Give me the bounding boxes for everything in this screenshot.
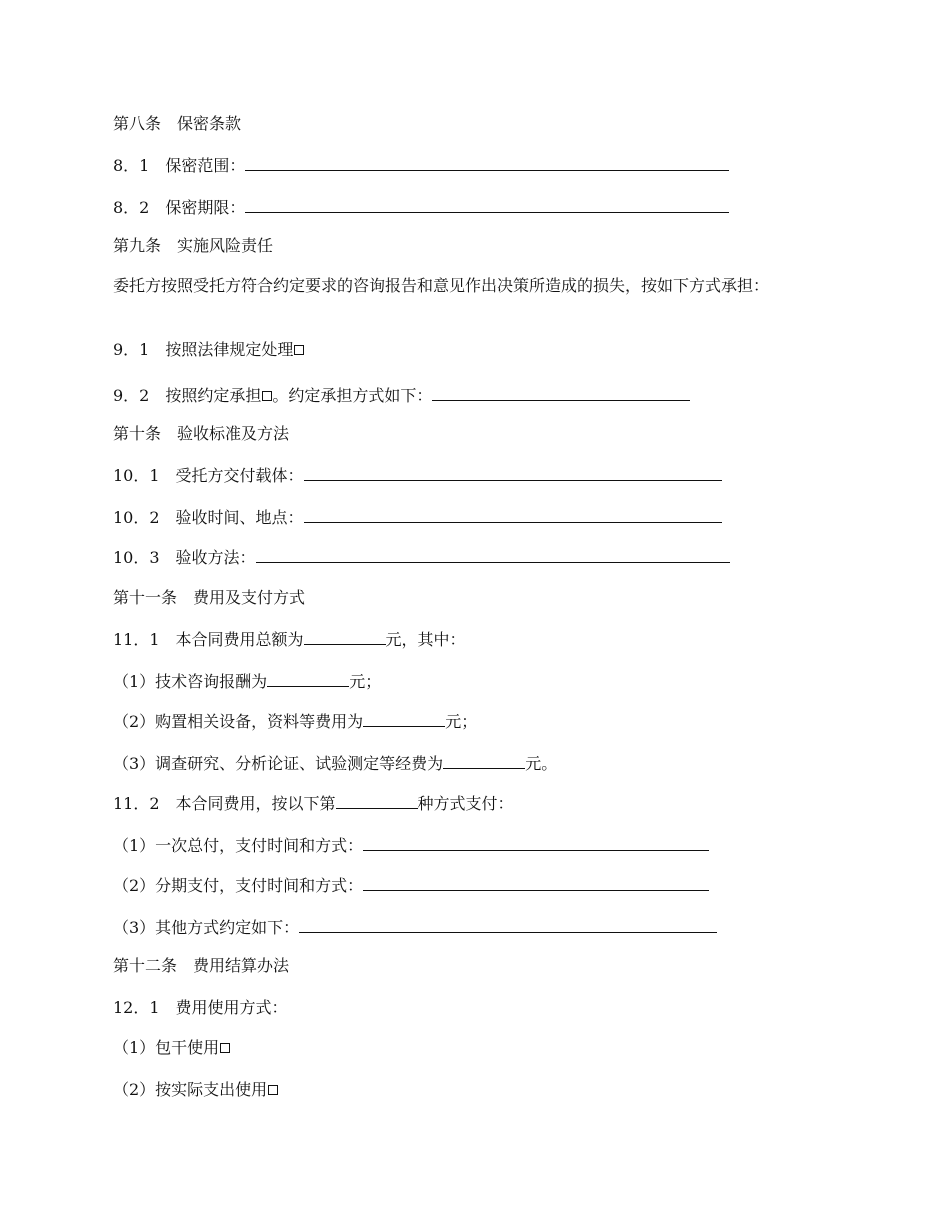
law-handling-checkbox[interactable] — [294, 345, 304, 355]
clause-11-1-pre: 11．1 本合同费用总额为 — [113, 630, 304, 649]
payment-option-3 — [113, 915, 717, 939]
total-fee-blank[interactable] — [304, 627, 386, 645]
payment-option-1 — [113, 833, 709, 857]
clause-10-1-label: 10．1 受托方交付载体： — [113, 466, 304, 485]
payment-option-3-label: （3）其他方式约定如下： — [113, 918, 300, 937]
clause-11-1-post: 元，其中： — [385, 630, 466, 649]
article-12-heading: 第十二条 费用结算办法 — [113, 956, 290, 975]
clause-12-1: 12．1 费用使用方式： — [113, 998, 288, 1017]
research-fee-blank[interactable] — [443, 751, 525, 769]
usage-option-1 — [113, 1037, 230, 1059]
clause-8-1 — [113, 153, 729, 177]
article-11-heading: 第十一条 费用及支付方式 — [113, 588, 306, 607]
clause-9-2-suffix: 。约定承担方式如下： — [272, 386, 433, 405]
actual-expense-usage-checkbox[interactable] — [268, 1085, 278, 1095]
payment-option-2 — [113, 873, 709, 897]
clause-11-1 — [113, 627, 466, 651]
article-9-heading: 第九条 实施风险责任 — [113, 236, 274, 255]
fee-sub-1-unit: 元； — [349, 672, 382, 691]
lump-sum-payment-blank[interactable] — [363, 833, 709, 851]
usage-option-2 — [113, 1079, 278, 1101]
payment-option-2-label: （2）分期支付，支付时间和方式： — [113, 876, 364, 895]
clause-9-2 — [113, 383, 690, 407]
confidential-period-blank[interactable] — [245, 195, 729, 213]
fee-sub-3 — [113, 751, 557, 775]
clause-9-2-label: 9．2 按照约定承担 — [113, 386, 262, 405]
usage-option-1-label: （1）包干使用 — [113, 1038, 220, 1057]
clause-10-2 — [113, 505, 722, 529]
lump-sum-usage-checkbox[interactable] — [220, 1043, 230, 1053]
article-9-intro: 委托方按照受托方符合约定要求的咨询报告和意见作出决策所造成的损失，按如下方式承担： — [113, 276, 770, 295]
acceptance-time-place-blank[interactable] — [304, 505, 722, 523]
fee-sub-2 — [113, 709, 477, 733]
agreed-liability-checkbox[interactable] — [262, 391, 272, 401]
payment-option-blank[interactable] — [336, 791, 418, 809]
usage-option-2-label: （2）按实际支出使用 — [113, 1080, 268, 1099]
equipment-fee-blank[interactable] — [363, 709, 445, 727]
liability-method-blank[interactable] — [432, 383, 690, 401]
clause-11-2-post: 种方式支付： — [417, 794, 514, 813]
clause-8-2-label: 8．2 保密期限： — [113, 198, 246, 217]
clause-9-1-label: 9．1 按照法律规定处理 — [113, 340, 294, 359]
article-8-heading: 第八条 保密条款 — [113, 114, 242, 133]
delivery-carrier-blank[interactable] — [304, 463, 722, 481]
acceptance-method-blank[interactable] — [256, 545, 730, 563]
clause-10-3 — [113, 545, 730, 569]
clause-8-2 — [113, 195, 729, 219]
clause-10-3-label: 10．3 验收方法： — [113, 548, 256, 567]
installment-payment-blank[interactable] — [363, 873, 709, 891]
fee-sub-1-label: （1）技术咨询报酬为 — [113, 672, 268, 691]
fee-sub-2-label: （2）购置相关设备，资料等费用为 — [113, 712, 364, 731]
clause-11-2 — [113, 791, 514, 815]
fee-sub-1 — [113, 669, 381, 693]
article-10-heading: 第十条 验收标准及方法 — [113, 424, 290, 443]
fee-sub-2-unit: 元； — [445, 712, 478, 731]
clause-9-1 — [113, 339, 304, 361]
clause-10-2-label: 10．2 验收时间、地点： — [113, 508, 304, 527]
fee-sub-3-unit: 元。 — [525, 754, 558, 773]
other-payment-blank[interactable] — [299, 915, 717, 933]
fee-sub-3-label: （3）调查研究、分析论证、试验测定等经费为 — [113, 754, 444, 773]
clause-11-2-pre: 11．2 本合同费用，按以下第 — [113, 794, 336, 813]
confidential-scope-blank[interactable] — [245, 153, 729, 171]
consulting-fee-blank[interactable] — [267, 669, 349, 687]
clause-10-1 — [113, 463, 722, 487]
clause-8-1-label: 8．1 保密范围： — [113, 156, 246, 175]
payment-option-1-label: （1）一次总付，支付时间和方式： — [113, 836, 364, 855]
